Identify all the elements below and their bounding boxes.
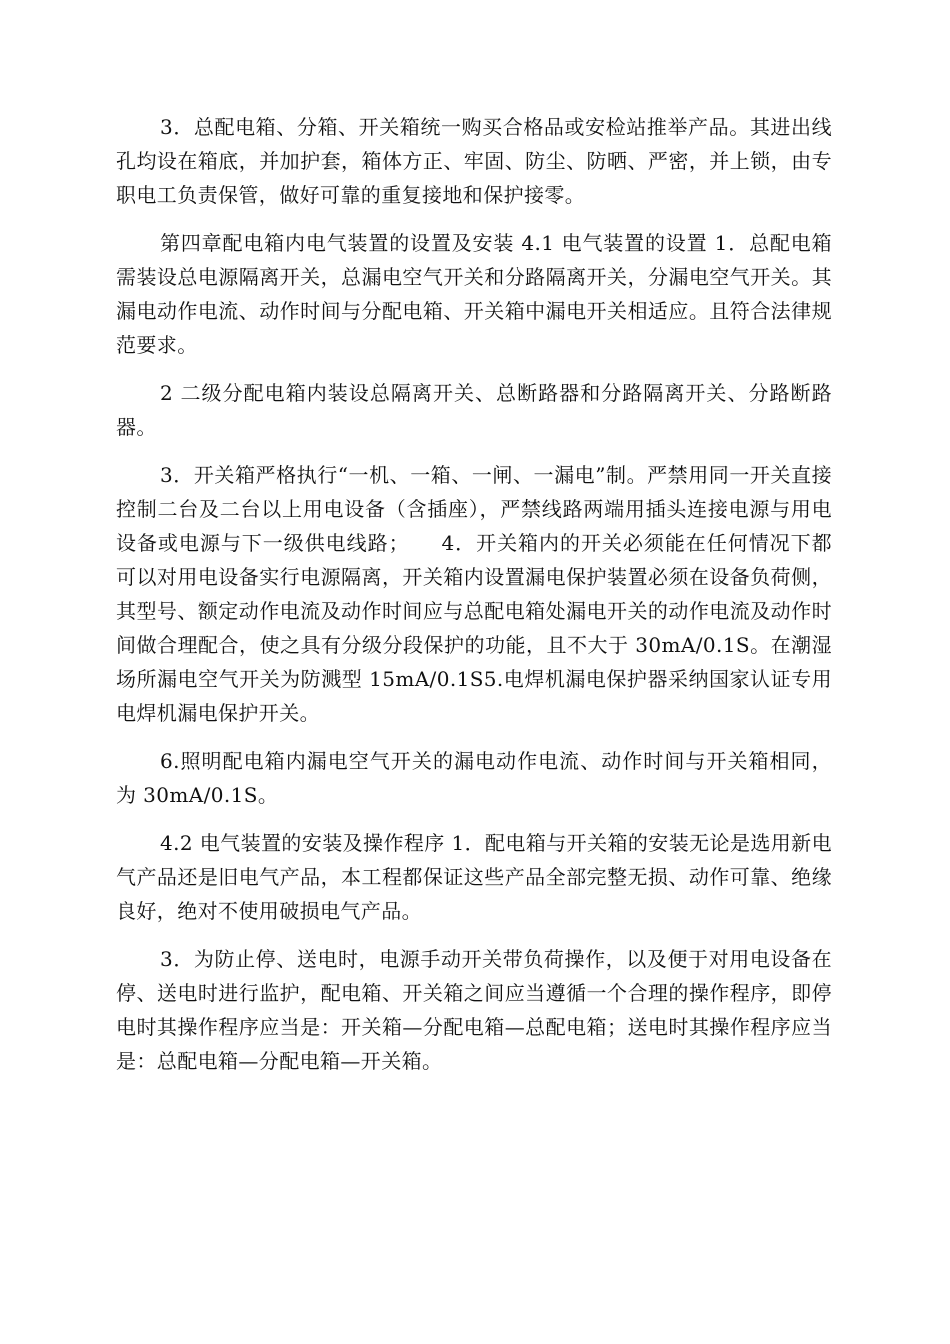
paragraph-3: 2 二级分配电箱内装设总隔离开关、总断路器和分路隔离开关、分路断路器。 — [116, 381, 832, 439]
paragraph-5: 6.照明配电箱内漏电空气开关的漏电动作电流、动作时间与开关箱相同，为 30mA/0.1S。 — [116, 749, 832, 807]
paragraph-1: 3．总配电箱、分箱、开关箱统一购买合格品或安检站推举产品。其进出线孔均设在箱底，并加护套，箱体方正、牢固、防尘、防晒、严密，并上锁，由专职电工负责保管，做好可靠的重复接地和保护接零。 — [116, 115, 832, 207]
paragraph-7: 3．为防止停、送电时，电源手动开关带负荷操作，以及便于对用电设备在停、送电时进行监护，配电箱、开关箱之间应当遵循一个合理的操作程序，即停电时其操作程序应当是：开关箱—分配电箱—总配电箱；送电时其操作程序应当是：总配电箱—分配电箱—开关箱。 — [116, 947, 832, 1073]
paragraph-4: 3．开关箱严格执行“一机、一箱、一闸、一漏电”制。严禁用同一开关直接控制二台及二台以上用电设备（含插座），严禁线路两端用插头连接电源与用电设备或电源与下一级供电线路； 4．开关箱内的开关必须能在任何情况下都可以对用电设备实行电源隔离，开关箱内设置漏电保护装置必须在设备负荷侧，其型号、额定动作电流及动作时间应与总配电箱处漏电开关的动作电流及动作时间做合理配合，使之具有分级分段保护的功能，且不大于 30mA/0.1S。在潮湿场所漏电空气开关为防溅型 15mA/0.1S5.电焊机漏电保护器采纳国家认证专用电焊机漏电保护开关。 — [116, 463, 832, 725]
paragraph-2: 第四章配电箱内电气装置的设置及安装 4.1 电气装置的设置 1．总配电箱需装设总电源隔离开关，总漏电空气开关和分路隔离开关，分漏电空气开关。其漏电动作电流、动作时间与分配电箱、开关箱中漏电开关相适应。且符合法律规范要求。 — [116, 231, 832, 357]
paragraph-6: 4.2 电气装置的安装及操作程序 1．配电箱与开关箱的安装无论是选用新电气产品还是旧电气产品，本工程都保证这些产品全部完整无损、动作可靠、绝缘良好，绝对不使用破损电气产品。 — [116, 831, 832, 923]
document-page — [116, 110, 832, 1092]
